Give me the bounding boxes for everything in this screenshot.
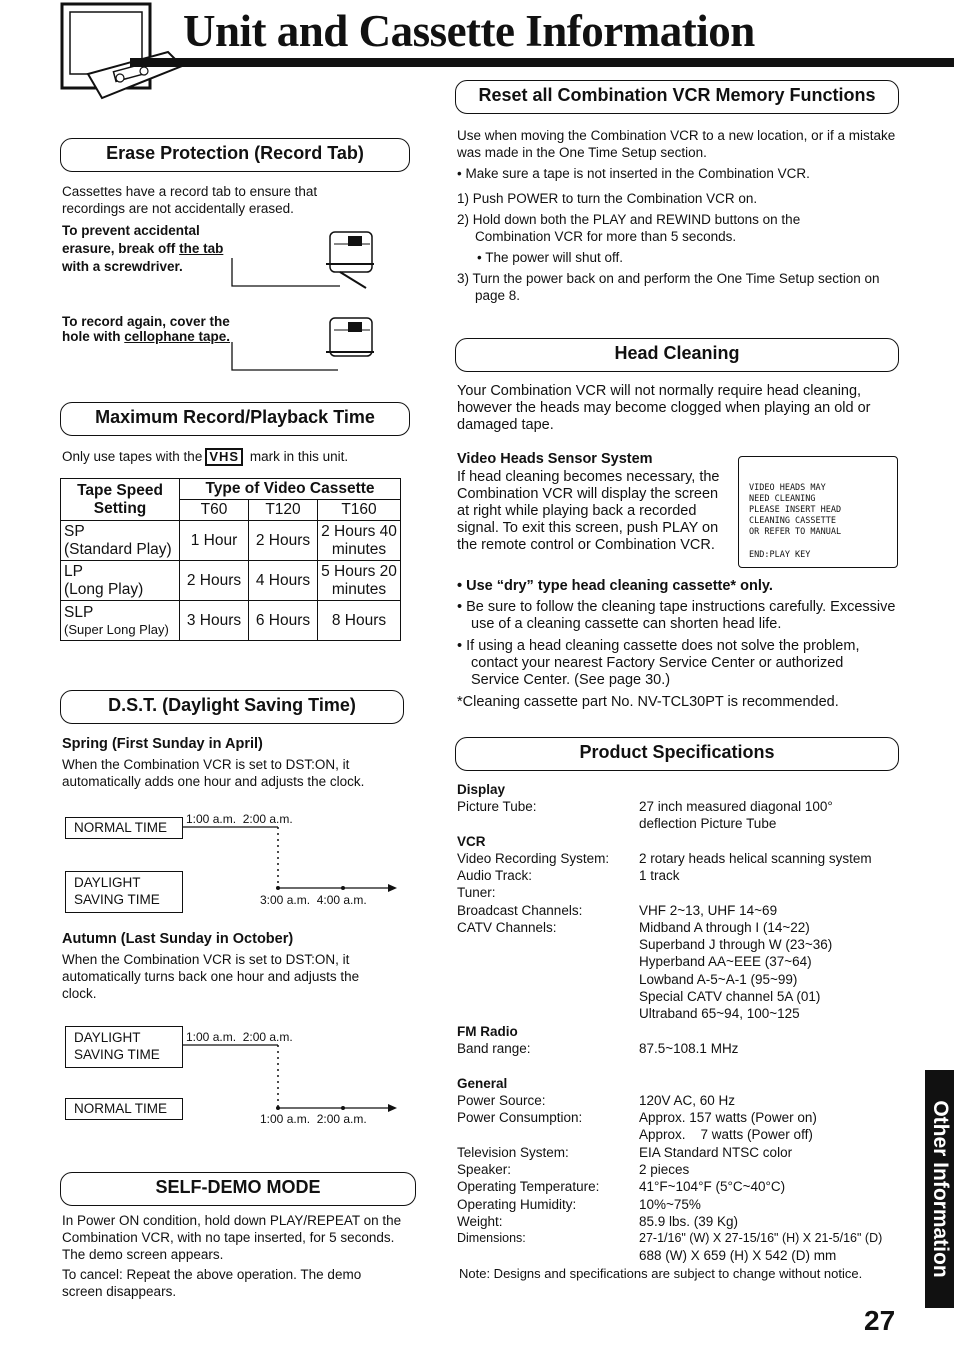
daylight-box (65, 871, 183, 913)
spec-label: Speaker: (457, 1162, 512, 1177)
reset-step-1: 1) Push POWER to turn the Combination VCR on. (457, 191, 758, 206)
spec-value: Approx. 7 watts (Power off) (639, 1127, 813, 1142)
self-demo-text-2: To cancel: Repeat the above operation. The demo screen disappears. (62, 1267, 362, 1299)
max-time-heading: Maximum Record/Playback Time (60, 402, 410, 436)
spec-value: 10%~75% (639, 1197, 701, 1212)
speed-sub: (Long Play) (64, 580, 144, 598)
speed-sub: (Super Long Play) (64, 622, 169, 637)
catv-value: Superband J through W (23~36) (639, 937, 833, 953)
specs-note: Note: Designs and specifications are subject to change without notice. (459, 1266, 863, 1281)
erase-intro: Cassettes have a record tab to ensure that recordings are not accidentally erased. (62, 184, 318, 216)
tv-cassette-logo-icon (58, 2, 188, 102)
table-row (61, 561, 401, 601)
vhs-logo: VHS (205, 448, 243, 466)
spec-label: CATV Channels: (457, 920, 557, 935)
head-bullet-3: • If using a head cleaning cassette does not solve the problem, contact your nearest Factory Service Center or authorized Service Center. (See page 30.) (457, 638, 860, 688)
spring-timeline-diagram (183, 822, 403, 897)
time-cell: 5 Hours 20 minutes (318, 561, 401, 601)
sensor-title: Video Heads Sensor System (457, 451, 653, 467)
catv-value: Special CATV channel 5A (01) (639, 988, 821, 1004)
spec-value: VHF 2~13, UHF 14~69 (639, 903, 778, 918)
general-title: General (457, 1076, 508, 1091)
speed-cell (61, 601, 180, 641)
vhs-note (62, 448, 412, 466)
prevent-line-2-text: erasure, break off (62, 241, 176, 256)
spec-label: Band range: (457, 1041, 531, 1056)
erase-protection-heading: Erase Protection (Record Tab) (60, 138, 410, 172)
spec-value: 27-1/16" (W) X 27-15/16" (H) X 21-5/16" (D) (639, 1231, 883, 1245)
time-cell: 2 Hours (249, 521, 318, 561)
speed-name: SLP (64, 604, 94, 621)
head-bullet-2-text: Be sure to follow the cleaning tape instructions carefully. Excessive use of a cleaning cassette can shorten head life. (466, 599, 896, 632)
reset-bullet-text: Make sure a tape is not inserted in the Combination VCR. (465, 166, 810, 181)
fm-title: FM Radio (457, 1024, 518, 1039)
specs-heading: Product Specifications (455, 737, 899, 771)
speed-cell (61, 561, 180, 601)
vcr-title: VCR (457, 834, 486, 849)
speed-cell (61, 521, 180, 561)
head-bullet-2: • Be sure to follow the cleaning tape instructions carefully. Excessive use of a cleaning cassette can shorten head life. (457, 599, 896, 632)
catv-values (639, 919, 832, 1022)
spec-value: 120V AC, 60 Hz (639, 1093, 736, 1108)
autumn-top-times: 1:00 a.m. 2:00 a.m. (186, 1030, 293, 1044)
daylight-line-2: SAVING TIME (74, 892, 160, 907)
spec-value: 41°F~104°F (5°C~40°C) (639, 1179, 786, 1194)
head-intro: Your Combination VCR will not normally require head cleaning, however the heads may become clogged when playing an old or damaged tape. (457, 383, 871, 433)
head-footnote: *Cleaning cassette part No. NV-TCL30PT is recommended. (457, 694, 839, 710)
reset-step-3: 3) Turn the power back on and perform the One Time Setup section on page 8. (457, 271, 880, 303)
normal-time-box-autumn: NORMAL TIME (65, 1098, 183, 1120)
spec-label: Broadcast Channels: (457, 903, 583, 918)
speed-sub: (Standard Play) (64, 540, 172, 558)
type-header: T120 (249, 500, 318, 521)
daylight-box-autumn (65, 1026, 183, 1068)
time-cell: 4 Hours (249, 561, 318, 601)
time-cell: 3 Hours (180, 601, 249, 641)
tape-time-table (60, 478, 401, 641)
side-tab-label: Other Information (928, 1100, 952, 1278)
prevent-line-3: with a screwdriver. (62, 259, 183, 274)
spec-value: 27 inch measured diagonal 100° deflection Picture Tube (639, 799, 833, 832)
screen-line: END:PLAY KEY (749, 550, 811, 560)
spec-label: Operating Humidity: (457, 1197, 577, 1212)
catv-value: Ultraband 65~94, 100~125 (639, 1006, 800, 1022)
spec-label: Operating Temperature: (457, 1179, 600, 1194)
normal-time-box: NORMAL TIME (65, 817, 183, 839)
spec-label: Power Consumption: (457, 1110, 583, 1125)
screen-line: NEED CLEANING (749, 494, 816, 504)
spec-value: 2 pieces (639, 1162, 690, 1177)
spring-text: When the Combination VCR is set to DST:ON, it automatically adds one hour and adjusts the clock. (62, 757, 365, 789)
catv-value: Midband A through I (14~22) (639, 920, 810, 935)
screen-line: VIDEO HEADS MAY (749, 483, 826, 493)
self-demo-heading: SELF-DEMO MODE (60, 1172, 416, 1206)
spec-value: 688 (W) X 659 (H) X 542 (D) mm (639, 1248, 837, 1263)
table-row (61, 601, 401, 641)
page-number: 27 (864, 1305, 896, 1336)
col-tape-speed-header: Tape Speed Setting (61, 479, 180, 521)
autumn-timeline-diagram (183, 1040, 403, 1115)
autumn-text: When the Combination VCR is set to DST:ON, it automatically turns back one hour and adjusts the clock. (62, 952, 360, 1001)
cassette-tape-icon (230, 312, 380, 374)
display-title: Display (457, 782, 506, 797)
time-cell: 2 Hours (180, 561, 249, 601)
reset-intro: Use when moving the Combination VCR to a new location, or if a mistake was made in the One Time Setup section. (457, 128, 896, 160)
spec-label: Dimensions: (457, 1231, 526, 1245)
title-underline (130, 58, 954, 67)
spec-label: Tuner: (457, 885, 496, 900)
catv-value: Lowband A-5~A-1 (95~99) (639, 971, 798, 987)
spec-value: 87.5~108.1 MHz (639, 1041, 739, 1056)
spring-top-times: 1:00 a.m. 2:00 a.m. (186, 812, 293, 826)
vhs-note-before: Only use tapes with the (62, 449, 203, 464)
head-bullet-1: • Use “dry” type head cleaning cassette* only. (457, 578, 773, 594)
spec-value: EIA Standard NTSC color (639, 1145, 793, 1160)
spec-label: Television System: (457, 1145, 569, 1160)
vhs-note-after: mark in this unit. (249, 449, 349, 464)
side-tab-other-information (925, 1070, 954, 1308)
type-header: T160 (318, 500, 401, 521)
spec-label: Video Recording System: (457, 851, 610, 866)
prevent-line-1: To prevent accidental (62, 223, 200, 238)
head-bullet-1-text: Use “dry” type head cleaning cassette* only. (466, 578, 773, 594)
spring-bottom-times: 3:00 a.m. 4:00 a.m. (260, 893, 367, 907)
daylight-line-1: DAYLIGHT (74, 1030, 141, 1045)
screen-line: PLEASE INSERT HEAD (749, 505, 842, 515)
speed-name: LP (64, 562, 83, 580)
col-type-header: Type of Video Cassette (180, 479, 401, 500)
dst-heading: D.S.T. (Daylight Saving Time) (60, 690, 404, 724)
spring-title: Spring (First Sunday in April) (62, 736, 263, 752)
spec-label: Audio Track: (457, 868, 533, 883)
screen-line: CLEANING CASSETTE (749, 516, 836, 526)
self-demo-text-1: In Power ON condition, hold down PLAY/REPEAT on the Combination VCR, with no tape inserted, for 5 seconds. The demo screen appears. (62, 1213, 402, 1262)
spec-value: Approx. 157 watts (Power on) (639, 1110, 817, 1125)
head-bullet-3-text: If using a head cleaning cassette does not solve the problem, contact your nearest Factory Service Center or authorized Service Center. (See page 30.) (466, 638, 860, 688)
clean-screen-display (738, 456, 898, 568)
spec-value: 85.9 lbs. (39 Kg) (639, 1214, 739, 1229)
head-cleaning-heading: Head Cleaning (455, 338, 899, 372)
screen-line: OR REFER TO MANUAL (749, 527, 842, 537)
spec-label: Weight: (457, 1214, 503, 1229)
page-title: Unit and Cassette Information (183, 6, 755, 56)
reset-bullet: • Make sure a tape is not inserted in the Combination VCR. (457, 166, 810, 181)
spec-label: Picture Tube: (457, 799, 537, 814)
time-cell: 6 Hours (249, 601, 318, 641)
spec-value: 1 track (639, 868, 680, 883)
spec-label: Power Source: (457, 1093, 546, 1108)
daylight-line-1: DAYLIGHT (74, 875, 141, 890)
reset-step-2: 2) Hold down both the PLAY and REWIND buttons on the Combination VCR for more than 5 seconds. (457, 212, 801, 244)
time-cell: 1 Hour (180, 521, 249, 561)
autumn-bottom-times: 1:00 a.m. 2:00 a.m. (260, 1112, 367, 1126)
autumn-title: Autumn (Last Sunday in October) (62, 931, 294, 947)
record-line-2-text: hole with (62, 329, 121, 344)
spec-value: 2 rotary heads helical scanning system (639, 851, 872, 866)
time-cell: 2 Hours 40 minutes (318, 521, 401, 561)
type-header: T60 (180, 500, 249, 521)
reset-heading: Reset all Combination VCR Memory Functions (455, 80, 899, 114)
time-cell: 8 Hours (318, 601, 401, 641)
record-line-1: To record again, cover the (62, 314, 230, 329)
speed-name: SP (64, 522, 85, 540)
daylight-line-2: SAVING TIME (74, 1047, 160, 1062)
sensor-text: If head cleaning becomes necessary, the Combination VCR will display the screen at right while playing back a recorded signal. To exit this screen, push PLAY on the remote control or Combination VCR. (457, 469, 720, 553)
cassette-tab-icon (230, 228, 380, 290)
catv-value: Hyperband AA~EEE (37~64) (639, 954, 812, 970)
table-row (61, 521, 401, 561)
cellophane-tape-text: cellophane tape. (124, 329, 231, 344)
the-tab-text: the tab (179, 241, 224, 256)
reset-step-2-sub: • The power will shut off. (477, 250, 624, 265)
